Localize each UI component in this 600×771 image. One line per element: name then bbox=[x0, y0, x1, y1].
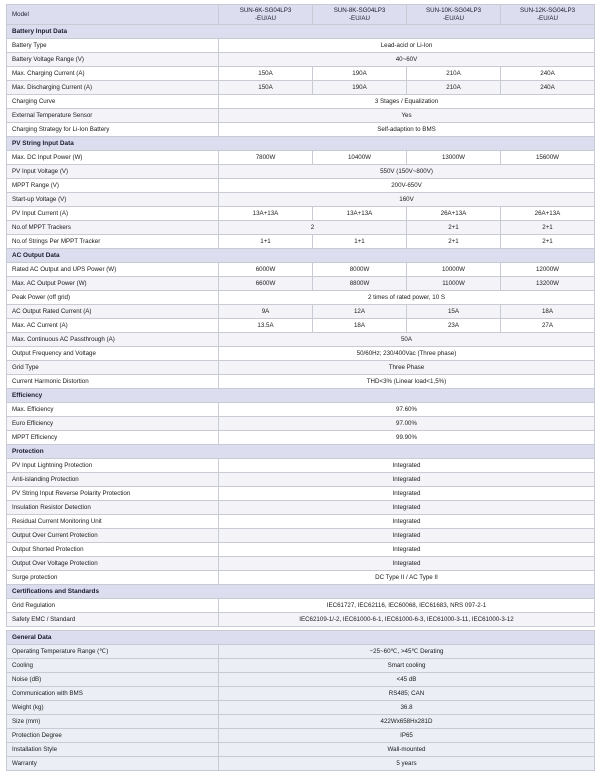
row-label: Anti-islanding Protection bbox=[7, 473, 219, 487]
table-row bbox=[7, 375, 595, 389]
row-value-all: Integrated bbox=[219, 501, 595, 515]
row-value-3: 210A bbox=[407, 67, 501, 81]
row-value-2: 18A bbox=[313, 319, 407, 333]
row-value-2: 10400W bbox=[313, 151, 407, 165]
row-label: Residual Current Monitoring Unit bbox=[7, 515, 219, 529]
header-model-1-line1: SUN-6K-SG04LP3 bbox=[239, 7, 292, 15]
header-model-1 bbox=[219, 5, 313, 25]
table-row bbox=[7, 403, 595, 417]
row-label: Installation Style bbox=[7, 743, 219, 757]
row-value-3: 210A bbox=[407, 81, 501, 95]
header-model-1-line2: -EU/AU bbox=[255, 14, 276, 22]
row-value-all: IEC62109-1/-2, IEC61000-6-1, IEC61000-6-3, IEC61000-3-11, IEC61000-3-12 bbox=[219, 613, 595, 627]
row-label: Max. Continuous AC Passthrough (A) bbox=[7, 333, 219, 347]
row-value-4: 15600W bbox=[501, 151, 595, 165]
row-value-all: 97.60% bbox=[219, 403, 595, 417]
row-label: Safety EMC / Standard bbox=[7, 613, 219, 627]
row-label: Charging Strategy for Li-Ion Battery bbox=[7, 123, 219, 137]
row-label: Grid Regulation bbox=[7, 599, 219, 613]
table-row bbox=[7, 67, 595, 81]
table-row bbox=[7, 645, 595, 659]
table-row bbox=[7, 487, 595, 501]
table-header bbox=[7, 5, 595, 25]
table-row bbox=[7, 305, 595, 319]
row-value-all: Wall-mounted bbox=[219, 743, 595, 757]
row-label: Current Harmonic Distortion bbox=[7, 375, 219, 389]
row-value-3: 10000W bbox=[407, 263, 501, 277]
row-value-2: 12A bbox=[313, 305, 407, 319]
row-value-3: 13000W bbox=[407, 151, 501, 165]
row-value-3: 11000W bbox=[407, 277, 501, 291]
row-value-4: 18A bbox=[501, 305, 595, 319]
table-row bbox=[7, 53, 595, 67]
table-row bbox=[7, 319, 595, 333]
row-value-all: 2 times of rated power, 10 S bbox=[219, 291, 595, 305]
row-value-all: 200V-650V bbox=[219, 179, 595, 193]
table-row bbox=[7, 81, 595, 95]
table-row bbox=[7, 193, 595, 207]
row-label: Rated AC Output and UPS Power (W) bbox=[7, 263, 219, 277]
table-row bbox=[7, 571, 595, 585]
section-title: Certifications and Standards bbox=[7, 585, 595, 599]
row-value-all: Smart cooling bbox=[219, 659, 595, 673]
section-title: Efficiency bbox=[7, 389, 595, 403]
header-model-2 bbox=[313, 5, 407, 25]
table-row bbox=[7, 515, 595, 529]
row-value-4: 2+1 bbox=[501, 235, 595, 249]
table-row bbox=[7, 599, 595, 613]
row-value-3: 26A+13A bbox=[407, 207, 501, 221]
row-label: PV Input Voltage (V) bbox=[7, 165, 219, 179]
section-header-row bbox=[7, 137, 595, 151]
row-value-1: 7800W bbox=[219, 151, 313, 165]
row-label: Protection Degree bbox=[7, 729, 219, 743]
row-value-3: 23A bbox=[407, 319, 501, 333]
section-title: AC Output Data bbox=[7, 249, 595, 263]
table-row bbox=[7, 123, 595, 137]
row-value-2: 8000W bbox=[313, 263, 407, 277]
section-header-row bbox=[7, 249, 595, 263]
table-row bbox=[7, 235, 595, 249]
row-value-all: Lead-acid or Li-Ion bbox=[219, 39, 595, 53]
table-row bbox=[7, 291, 595, 305]
table-row bbox=[7, 263, 595, 277]
row-value-4: 27A bbox=[501, 319, 595, 333]
row-value-1: 1+1 bbox=[219, 235, 313, 249]
row-value-all: RS485; CAN bbox=[219, 687, 595, 701]
table-row bbox=[7, 557, 595, 571]
specifications-table bbox=[6, 4, 595, 627]
row-value-2: 190A bbox=[313, 81, 407, 95]
row-label: Surge protection bbox=[7, 571, 219, 585]
row-label: Warranty bbox=[7, 757, 219, 771]
row-value-all: IEC61727, IEC62116, IEC60068, IEC61683, NRS 097-2-1 bbox=[219, 599, 595, 613]
table-row bbox=[7, 277, 595, 291]
table-row bbox=[7, 165, 595, 179]
table-row bbox=[7, 543, 595, 557]
header-model: Model bbox=[7, 5, 219, 25]
general-table-body bbox=[7, 631, 595, 771]
row-label: Grid Type bbox=[7, 361, 219, 375]
row-value-all: Integrated bbox=[219, 487, 595, 501]
table-row bbox=[7, 757, 595, 771]
row-value-all: 5 years bbox=[219, 757, 595, 771]
section-title: PV String Input Data bbox=[7, 137, 595, 151]
row-value-1: 150A bbox=[219, 67, 313, 81]
table-row bbox=[7, 529, 595, 543]
row-value-all: 3 Stages / Equalization bbox=[219, 95, 595, 109]
row-value-3: 2+1 bbox=[407, 235, 501, 249]
row-label: Max. Discharging Current (A) bbox=[7, 81, 219, 95]
table-row bbox=[7, 417, 595, 431]
row-value-2: 1+1 bbox=[313, 235, 407, 249]
row-label: Battery Type bbox=[7, 39, 219, 53]
table-row bbox=[7, 729, 595, 743]
row-value-1: 6600W bbox=[219, 277, 313, 291]
row-label: AC Output Rated Current (A) bbox=[7, 305, 219, 319]
row-label: Max. Charging Current (A) bbox=[7, 67, 219, 81]
row-value-all: Integrated bbox=[219, 515, 595, 529]
table-header-row bbox=[7, 5, 595, 25]
row-label: MPPT Range (V) bbox=[7, 179, 219, 193]
row-value-2: 8800W bbox=[313, 277, 407, 291]
table-row bbox=[7, 613, 595, 627]
table-row bbox=[7, 39, 595, 53]
table-body bbox=[7, 25, 595, 627]
header-model-3 bbox=[407, 5, 501, 25]
header-model-4-line1: SUN-12K-SG04LP3 bbox=[519, 7, 576, 15]
row-value-all: 99.90% bbox=[219, 431, 595, 445]
row-value-all: <45 dB bbox=[219, 673, 595, 687]
row-label: Output Frequency and Voltage bbox=[7, 347, 219, 361]
row-value-all: 50A bbox=[219, 333, 595, 347]
table-row bbox=[7, 151, 595, 165]
row-value-all: Yes bbox=[219, 109, 595, 123]
row-label: Start-up Voltage (V) bbox=[7, 193, 219, 207]
row-label: Output Shorted Protection bbox=[7, 543, 219, 557]
row-value-all: Three Phase bbox=[219, 361, 595, 375]
section-title: Battery Input Data bbox=[7, 25, 595, 39]
row-label: Battery Voltage Range (V) bbox=[7, 53, 219, 67]
row-value-all: THD<3% (Linear load<1,5%) bbox=[219, 375, 595, 389]
row-value-1: 6000W bbox=[219, 263, 313, 277]
table-row bbox=[7, 207, 595, 221]
table-row bbox=[7, 673, 595, 687]
row-value-all: 550V (150V~800V) bbox=[219, 165, 595, 179]
row-label: PV Input Lightning Protection bbox=[7, 459, 219, 473]
header-model-4 bbox=[501, 5, 595, 25]
row-label: Max. Efficiency bbox=[7, 403, 219, 417]
row-label: No.of MPPT Trackers bbox=[7, 221, 219, 235]
table-row bbox=[7, 659, 595, 673]
row-value-3: 2+1 bbox=[501, 221, 595, 235]
table-row bbox=[7, 715, 595, 729]
row-value-2: 190A bbox=[313, 67, 407, 81]
row-value-1: 9A bbox=[219, 305, 313, 319]
row-label: Max. AC Output Power (W) bbox=[7, 277, 219, 291]
header-model-3-line2: -EU/AU bbox=[443, 14, 464, 22]
header-model-3-line1: SUN-10K-SG04LP3 bbox=[425, 7, 482, 15]
row-value-all: 97.00% bbox=[219, 417, 595, 431]
row-value-all: 160V bbox=[219, 193, 595, 207]
section-header-row bbox=[7, 585, 595, 599]
row-label: No.of Strings Per MPPT Tracker bbox=[7, 235, 219, 249]
row-label: Output Over Current Protection bbox=[7, 529, 219, 543]
table-row bbox=[7, 473, 595, 487]
table-row bbox=[7, 501, 595, 515]
row-value-all: IP65 bbox=[219, 729, 595, 743]
row-value-4: 240A bbox=[501, 67, 595, 81]
row-label: Max. AC Current (A) bbox=[7, 319, 219, 333]
row-value-1: 13A+13A bbox=[219, 207, 313, 221]
row-value-4: 26A+13A bbox=[501, 207, 595, 221]
table-row bbox=[7, 221, 595, 235]
section-title: General Data bbox=[7, 631, 595, 645]
row-value-all: Integrated bbox=[219, 459, 595, 473]
section-header-row bbox=[7, 25, 595, 39]
row-label: MPPT Efficiency bbox=[7, 431, 219, 445]
section-header-row bbox=[7, 389, 595, 403]
row-label: Operating Temperature Range (℃) bbox=[7, 645, 219, 659]
row-label: Size (mm) bbox=[7, 715, 219, 729]
table-row bbox=[7, 743, 595, 757]
row-value-1: 150A bbox=[219, 81, 313, 95]
row-label: Charging Curve bbox=[7, 95, 219, 109]
row-label: Output Over Voltage Protection bbox=[7, 557, 219, 571]
table-row bbox=[7, 431, 595, 445]
row-label: Cooling bbox=[7, 659, 219, 673]
row-value-all: 422Wx658Hx281D bbox=[219, 715, 595, 729]
row-value-all: DC Type II / AC Type II bbox=[219, 571, 595, 585]
row-label: Max. DC Input Power (W) bbox=[7, 151, 219, 165]
table-row bbox=[7, 179, 595, 193]
table-row bbox=[7, 459, 595, 473]
row-value-all: −25~60℃, >45℃ Derating bbox=[219, 645, 595, 659]
row-label: PV String Input Reverse Polarity Protection bbox=[7, 487, 219, 501]
row-label: Peak Power (off grid) bbox=[7, 291, 219, 305]
table-row bbox=[7, 347, 595, 361]
table-row bbox=[7, 361, 595, 375]
row-value-all: 50/60Hz; 230/400Vac (Three phase) bbox=[219, 347, 595, 361]
row-label: Noise (dB) bbox=[7, 673, 219, 687]
row-value-1: 2 bbox=[219, 221, 407, 235]
section-header-row bbox=[7, 445, 595, 459]
row-value-4: 12000W bbox=[501, 263, 595, 277]
row-value-1: 13.5A bbox=[219, 319, 313, 333]
section-title: Protection bbox=[7, 445, 595, 459]
row-value-all: Integrated bbox=[219, 543, 595, 557]
row-value-all: Integrated bbox=[219, 473, 595, 487]
row-value-2: 13A+13A bbox=[313, 207, 407, 221]
row-label: Euro Efficiency bbox=[7, 417, 219, 431]
table-row bbox=[7, 701, 595, 715]
row-value-2: 2+1 bbox=[407, 221, 501, 235]
row-value-4: 13200W bbox=[501, 277, 595, 291]
table-row bbox=[7, 109, 595, 123]
row-label: PV Input Current (A) bbox=[7, 207, 219, 221]
row-value-all: 40~60V bbox=[219, 53, 595, 67]
table-row bbox=[7, 687, 595, 701]
section-header-row bbox=[7, 631, 595, 645]
header-model-4-line2: -EU/AU bbox=[537, 14, 558, 22]
row-value-4: 240A bbox=[501, 81, 595, 95]
row-value-3: 15A bbox=[407, 305, 501, 319]
header-model-2-line2: -EU/AU bbox=[349, 14, 370, 22]
row-value-all: 36.8 bbox=[219, 701, 595, 715]
row-value-all: Integrated bbox=[219, 529, 595, 543]
row-label: External Temperature Sensor bbox=[7, 109, 219, 123]
row-label: Communication with BMS bbox=[7, 687, 219, 701]
row-value-all: Integrated bbox=[219, 557, 595, 571]
table-row bbox=[7, 95, 595, 109]
row-value-all: Self-adaption to BMS bbox=[219, 123, 595, 137]
row-label: Insulation Resistor Detection bbox=[7, 501, 219, 515]
table-row bbox=[7, 333, 595, 347]
general-data-table bbox=[6, 630, 595, 771]
row-label: Weight (kg) bbox=[7, 701, 219, 715]
header-model-2-line1: SUN-8K-SG04LP3 bbox=[333, 7, 386, 15]
